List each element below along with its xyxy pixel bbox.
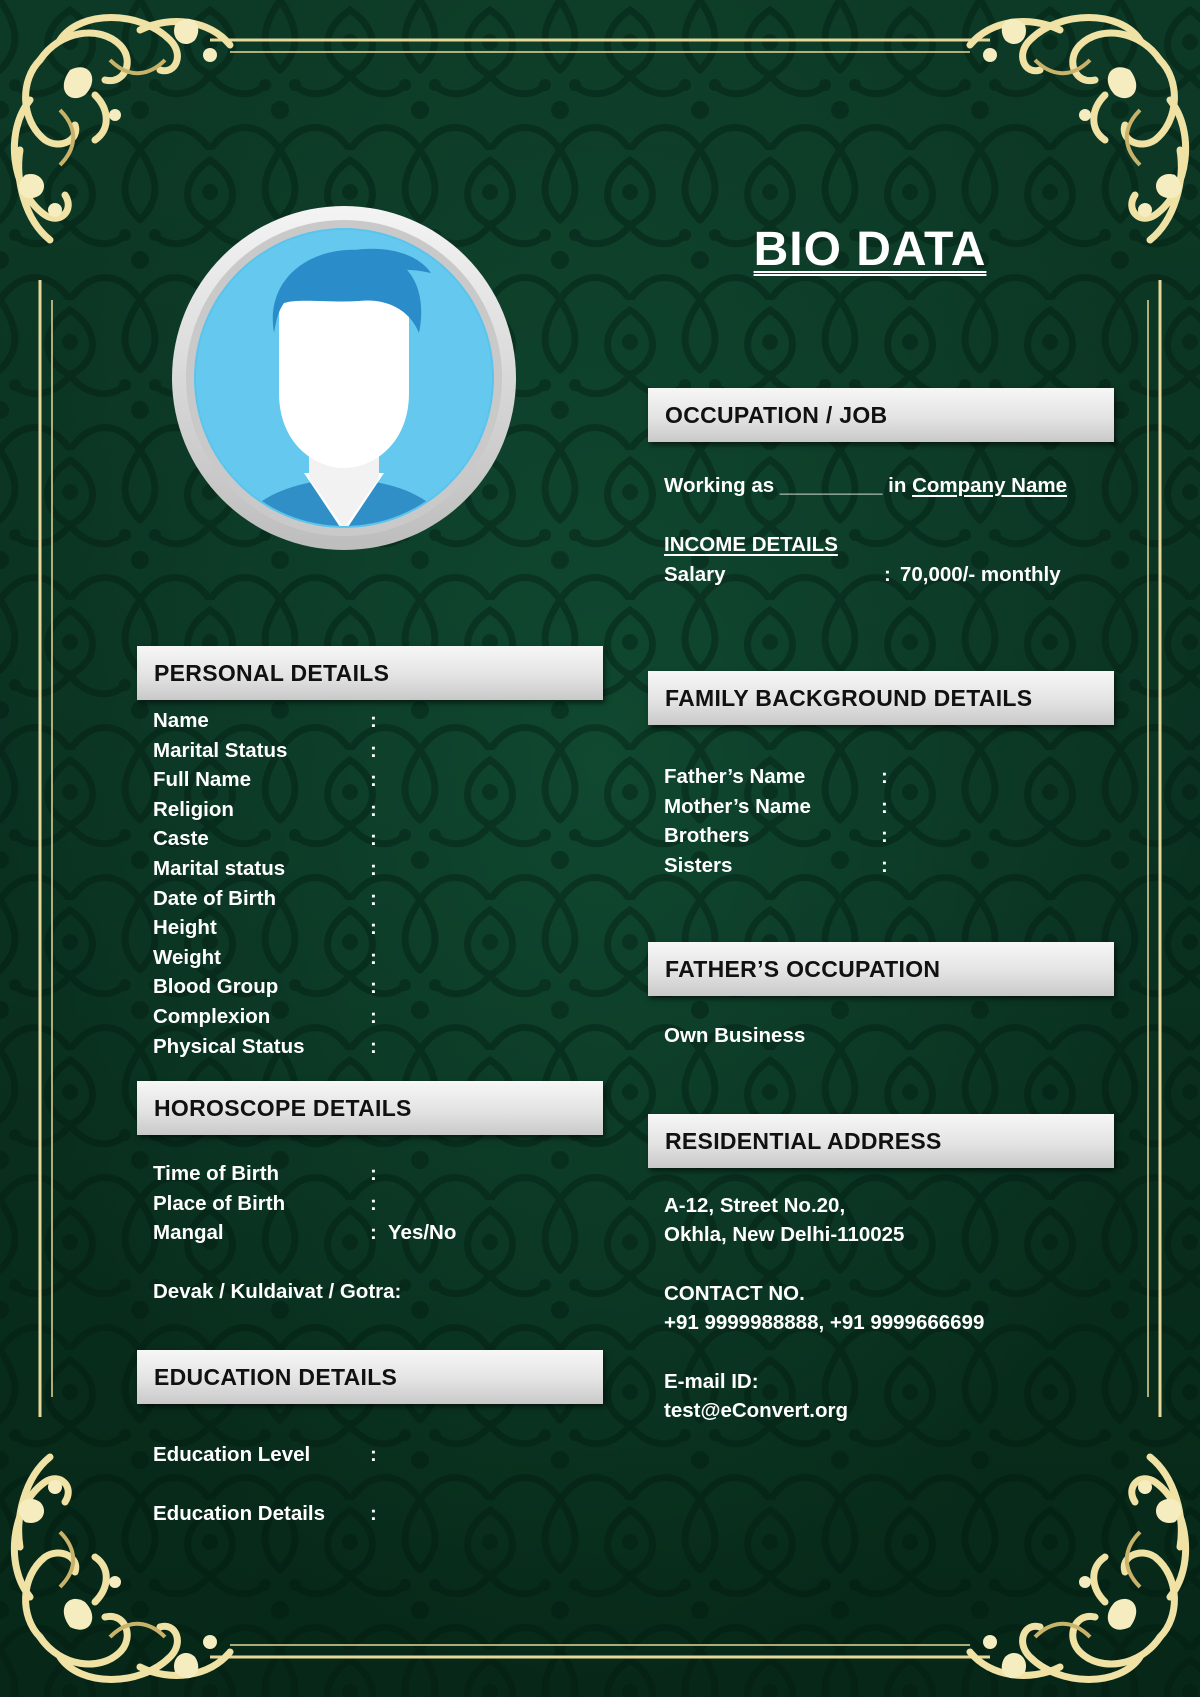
detail-label: Blood Group <box>153 975 279 999</box>
detail-colon: : <box>370 1004 377 1028</box>
detail-label: Mangal <box>153 1221 224 1245</box>
detail-colon: : <box>370 827 377 851</box>
detail-colon: : <box>370 738 377 762</box>
detail-row <box>153 972 573 1002</box>
detail-label: Caste <box>153 827 209 851</box>
detail-row <box>153 1218 573 1248</box>
detail-row <box>153 765 573 795</box>
detail-row <box>153 854 573 884</box>
detail-colon: : <box>370 975 377 999</box>
horoscope-details-list <box>153 1159 573 1248</box>
email-label: E-mail ID: <box>664 1370 759 1393</box>
detail-colon: : <box>370 1034 377 1058</box>
detail-label: Time of Birth <box>153 1162 280 1185</box>
detail-colon: : <box>370 1191 377 1215</box>
detail-colon: : <box>370 1443 377 1466</box>
detail-colon: : <box>881 794 888 818</box>
detail-row <box>664 851 1084 881</box>
detail-label: Height <box>153 916 217 940</box>
user-avatar-icon <box>169 203 519 553</box>
detail-row <box>153 1159 573 1189</box>
detail-label: Weight <box>153 945 221 969</box>
detail-colon: : <box>370 709 377 732</box>
contact-value[interactable]: +91 9999988888, +91 9999666699 <box>664 1311 985 1334</box>
detail-colon: : <box>881 765 888 788</box>
detail-label: Sisters <box>664 853 733 877</box>
contact-label: CONTACT NO. <box>664 1282 805 1305</box>
detail-value[interactable]: Yes/No <box>388 1221 457 1245</box>
detail-row <box>664 762 1084 792</box>
page-title: BIO DATA <box>753 223 987 276</box>
detail-colon: : <box>881 853 888 877</box>
salary-colon: : <box>884 563 891 586</box>
working-as-label: Working as <box>664 474 775 497</box>
detail-row <box>153 1425 573 1484</box>
detail-row <box>664 792 1084 822</box>
section-header-horoscope: HOROSCOPE DETAILS <box>137 1081 603 1135</box>
detail-colon: : <box>370 856 377 880</box>
working-as-line <box>664 474 1067 498</box>
corner-ornament-bottom-right <box>930 1427 1200 1697</box>
detail-label: Religion <box>153 797 234 821</box>
detail-colon: : <box>370 1221 377 1245</box>
detail-colon: : <box>370 886 377 910</box>
detail-row <box>153 913 573 943</box>
in-label: in <box>888 474 907 497</box>
section-header-education: EDUCATION DETAILS <box>137 1350 603 1404</box>
education-details-list <box>153 1425 573 1543</box>
detail-colon: : <box>370 797 377 821</box>
section-header-personal: PERSONAL DETAILS <box>137 646 603 700</box>
detail-label: Place of Birth <box>153 1191 286 1215</box>
income-details-heading: INCOME DETAILS <box>664 533 838 556</box>
detail-label: Name <box>153 709 209 732</box>
detail-row <box>153 1032 573 1062</box>
detail-label: Mother’s Name <box>664 794 811 818</box>
detail-row <box>153 824 573 854</box>
detail-row <box>153 943 573 973</box>
salary-value: 70,000/- monthly <box>900 563 1061 586</box>
detail-label: Physical Status <box>153 1034 305 1058</box>
fathers-occupation-value: Own Business <box>664 1024 806 1047</box>
detail-row <box>153 736 573 766</box>
detail-colon: : <box>881 824 888 848</box>
detail-label: Father’s Name <box>664 765 806 788</box>
detail-label: Education Details <box>153 1502 326 1525</box>
detail-row <box>153 1484 573 1543</box>
email-value[interactable]: test@eConvert.org <box>664 1399 849 1422</box>
detail-label: Education Level <box>153 1443 311 1466</box>
section-header-occupation: OCCUPATION / JOB <box>648 388 1114 442</box>
section-header-family: FAMILY BACKGROUND DETAILS <box>648 671 1114 725</box>
detail-label: Marital Status <box>153 738 288 762</box>
detail-row <box>153 1002 573 1032</box>
company-name: Company Name <box>912 474 1068 497</box>
family-details-list <box>664 762 1084 880</box>
personal-details-list <box>153 706 573 1061</box>
salary-label: Salary <box>664 563 726 586</box>
profile-photo[interactable] <box>169 203 519 553</box>
detail-label: Complexion <box>153 1004 271 1028</box>
detail-label: Full Name <box>153 768 251 792</box>
section-header-address: RESIDENTIAL ADDRESS <box>648 1114 1114 1168</box>
job-blank: _________ <box>779 474 883 497</box>
detail-colon: : <box>370 1502 377 1525</box>
detail-label: Marital status <box>153 856 286 880</box>
address-line-2: Okhla, New Delhi-110025 <box>664 1223 905 1246</box>
detail-row <box>153 706 573 736</box>
detail-row <box>153 884 573 914</box>
detail-colon: : <box>370 916 377 940</box>
section-header-fathers-occupation: FATHER’S OCCUPATION <box>648 942 1114 996</box>
detail-label: Brothers <box>664 824 750 848</box>
detail-colon: : <box>370 1162 377 1185</box>
detail-row <box>153 795 573 825</box>
detail-label: Date of Birth <box>153 886 276 910</box>
detail-row <box>664 821 1084 851</box>
gotra-label: Devak / Kuldaivat / Gotra: <box>153 1280 402 1303</box>
detail-row <box>153 1189 573 1219</box>
detail-colon: : <box>370 768 377 792</box>
address-line-1: A-12, Street No.20, <box>664 1194 846 1217</box>
detail-colon: : <box>370 945 377 969</box>
